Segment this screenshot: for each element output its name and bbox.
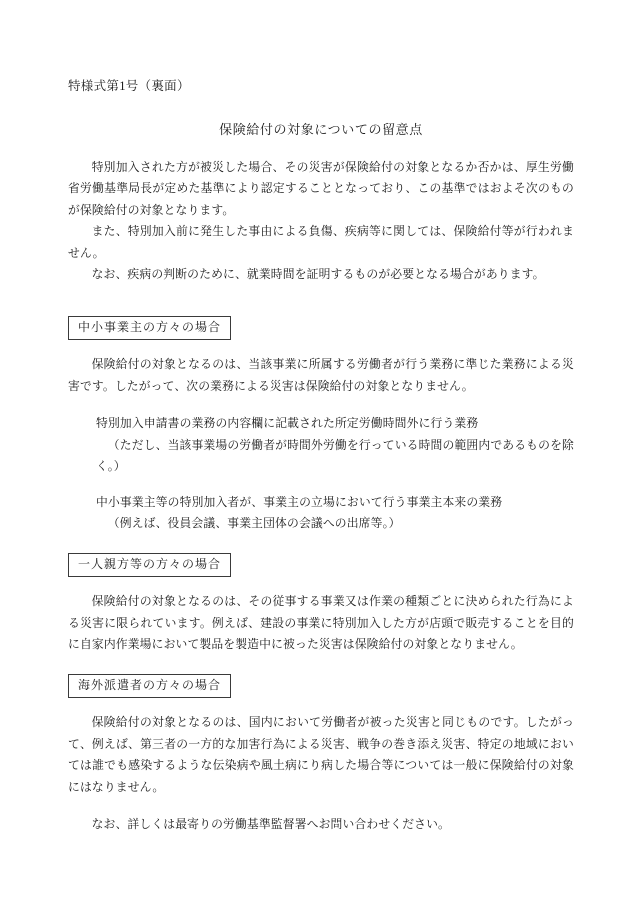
section-heading: 一人親方等の方々の場合 — [68, 553, 231, 578]
list-item — [96, 413, 574, 477]
list-item — [96, 492, 574, 535]
intro-paragraph-1: 特別加入された方が被災した場合、その災害が保険給付の対象となるか否かは、厚生労働省労働基準局長が定めた基準により認定することとなっており、この基準ではおよそ次のものが保険給付の対象となります。 — [68, 160, 574, 217]
list-item-note: （ただし、当該事業場の労働者が時間外労働を行っている時間の範囲内であるものを除く。） — [96, 437, 574, 474]
section-body: 保険給付の対象となるのは、国内において労働者が被った災害と同じものです。したがって、例えば、第三者の一方的な加害行為による災害、戦争の巻き添え災害、特定の地域においては誰でも感染するような伝染病や風土病にり病した場合等については一般に保険給付の対象にはなりません。 — [68, 715, 574, 794]
page-title: 保険給付の対象についての留意点 — [219, 121, 423, 137]
intro-paragraph-3: なお、疾病の判断のために、就業時間を証明するものが必要となる場合があります。 — [91, 267, 545, 282]
section-heading: 海外派遣者の方々の場合 — [68, 674, 231, 699]
intro-paragraph-2: また、特別加入前に発生した事由による負傷、疾病等に関しては、保険給付等が行われません。 — [68, 224, 574, 260]
section-small-business-owner — [68, 298, 574, 535]
section-heading: 中小事業主の方々の場合 — [68, 316, 231, 341]
section-body: 保険給付の対象となるのは、その従事する事業又は作業の種類ごとに決められた行為による災害に限られています。例えば、建設の事業に特別加入した方が店頭で販売することを目的に自家内作業場において製品を製造中に被った災害は保険給付の対象となりません。 — [68, 594, 574, 652]
list-item-lead: 中小事業主等の特別加入者が、事業主の立場において行う事業主本来の業務 — [96, 494, 503, 509]
section-overseas-dispatch — [68, 656, 574, 798]
closing-paragraph: なお、詳しくは最寄りの労働基準監督署へお問い合わせください。 — [91, 817, 451, 832]
section-body: 保険給付の対象となるのは、当該事業に所属する労働者が行う業務に準じた業務による災害です。したがって、次の業務による災害は保険給付の対象となりません。 — [68, 357, 574, 393]
form-code: 特様式第1号（裏面） — [68, 79, 190, 93]
list-item-note: （例えば、役員会議、事業主団体の会議への出席等。） — [107, 516, 401, 531]
intro-block — [68, 157, 574, 286]
section-one-person-contractor — [68, 535, 574, 656]
list-item-lead: 特別加入申請書の業務の内容欄に記載された所定労働時間外に行う業務 — [96, 416, 479, 431]
